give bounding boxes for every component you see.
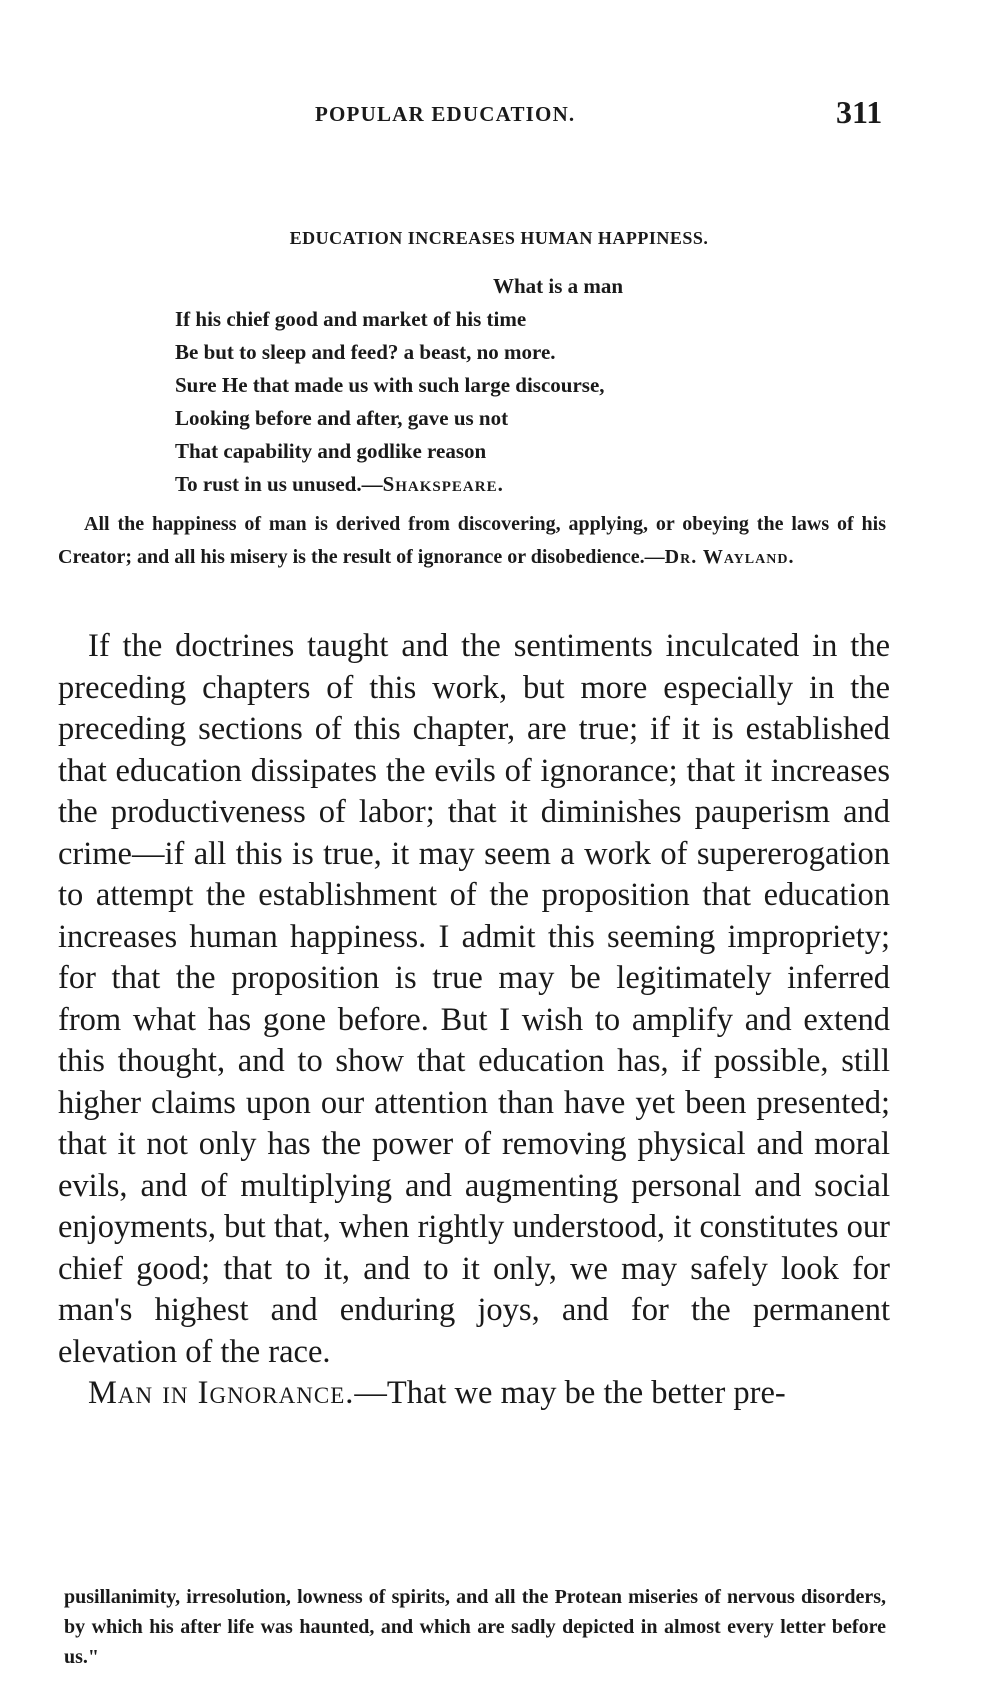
prose-epigraph [58,508,886,574]
paragraph-text: —That we may be the better pre- [354,1375,786,1411]
poem-author: Shakspeare. [382,472,504,496]
poem-line: What is a man [493,274,624,298]
poem-line: Be but to sleep and feed? a beast, no more. [175,340,556,364]
page-number: 311 [836,94,883,130]
poem-line: Looking before and after, gave us not [175,406,509,430]
poem-epigraph [175,270,835,501]
footnote: pusillanimity, irresolution, lowness of spirits, and all the Protean miseries of nervous disorders, by which his after life was haunted, and which are sadly depicted in almost every letter before us." [64,1586,886,1668]
body-paragraph: If the doctrines taught and the sentiments inculcated in the preceding chapters of this work, but more especially in the preceding sections of this chapter, are true; if it is established that education dissipates the evils of ignorance; that it increases the productiveness of labor; that it diminishes pauperism and crime—if all this is true, it may seem a work of supererogation to attempt the establishment of the proposition that education increases human happiness. I admit this seeming impropriety; for that the proposition is true may be legitimately inferred from what has gone before. But I wish to amplify and extend this thought, and to show that education has, if possible, still higher claims upon our attention than have yet been presented; that it not only has the power of removing physical and moral evils, and of multiplying and augmenting personal and social enjoyments, but that, when rightly understood, it constitutes our chief good; that to it, and to it only, we may safely look for man's highest and enduring joys, and for the permanent elevation of the race. [58,628,890,1370]
body-text [58,626,890,1415]
running-head [0,94,998,130]
section-heading: EDUCATION INCREASES HUMAN HAPPINESS. [289,228,709,248]
poem-line-last [175,468,835,501]
poem-line: If his chief good and market of his time [175,307,527,331]
body-paragraph [58,1373,890,1415]
poem-line: Sure He that made us with such large discourse, [175,373,605,397]
poem-line: That capability and godlike reason [175,439,487,463]
running-title: POPULAR EDUCATION. [315,102,576,126]
subsection-lead: Man in Ignorance. [88,1375,355,1411]
epigraph-text: All the happiness of man is derived from discovering, applying, or obeying the laws of his Creator; and all his misery is the result of ignorance or disobedience.— [58,513,886,568]
epigraph-author: Dr. Wayland. [664,546,795,568]
poem-line-text: To rust in us unused.— [175,472,383,496]
